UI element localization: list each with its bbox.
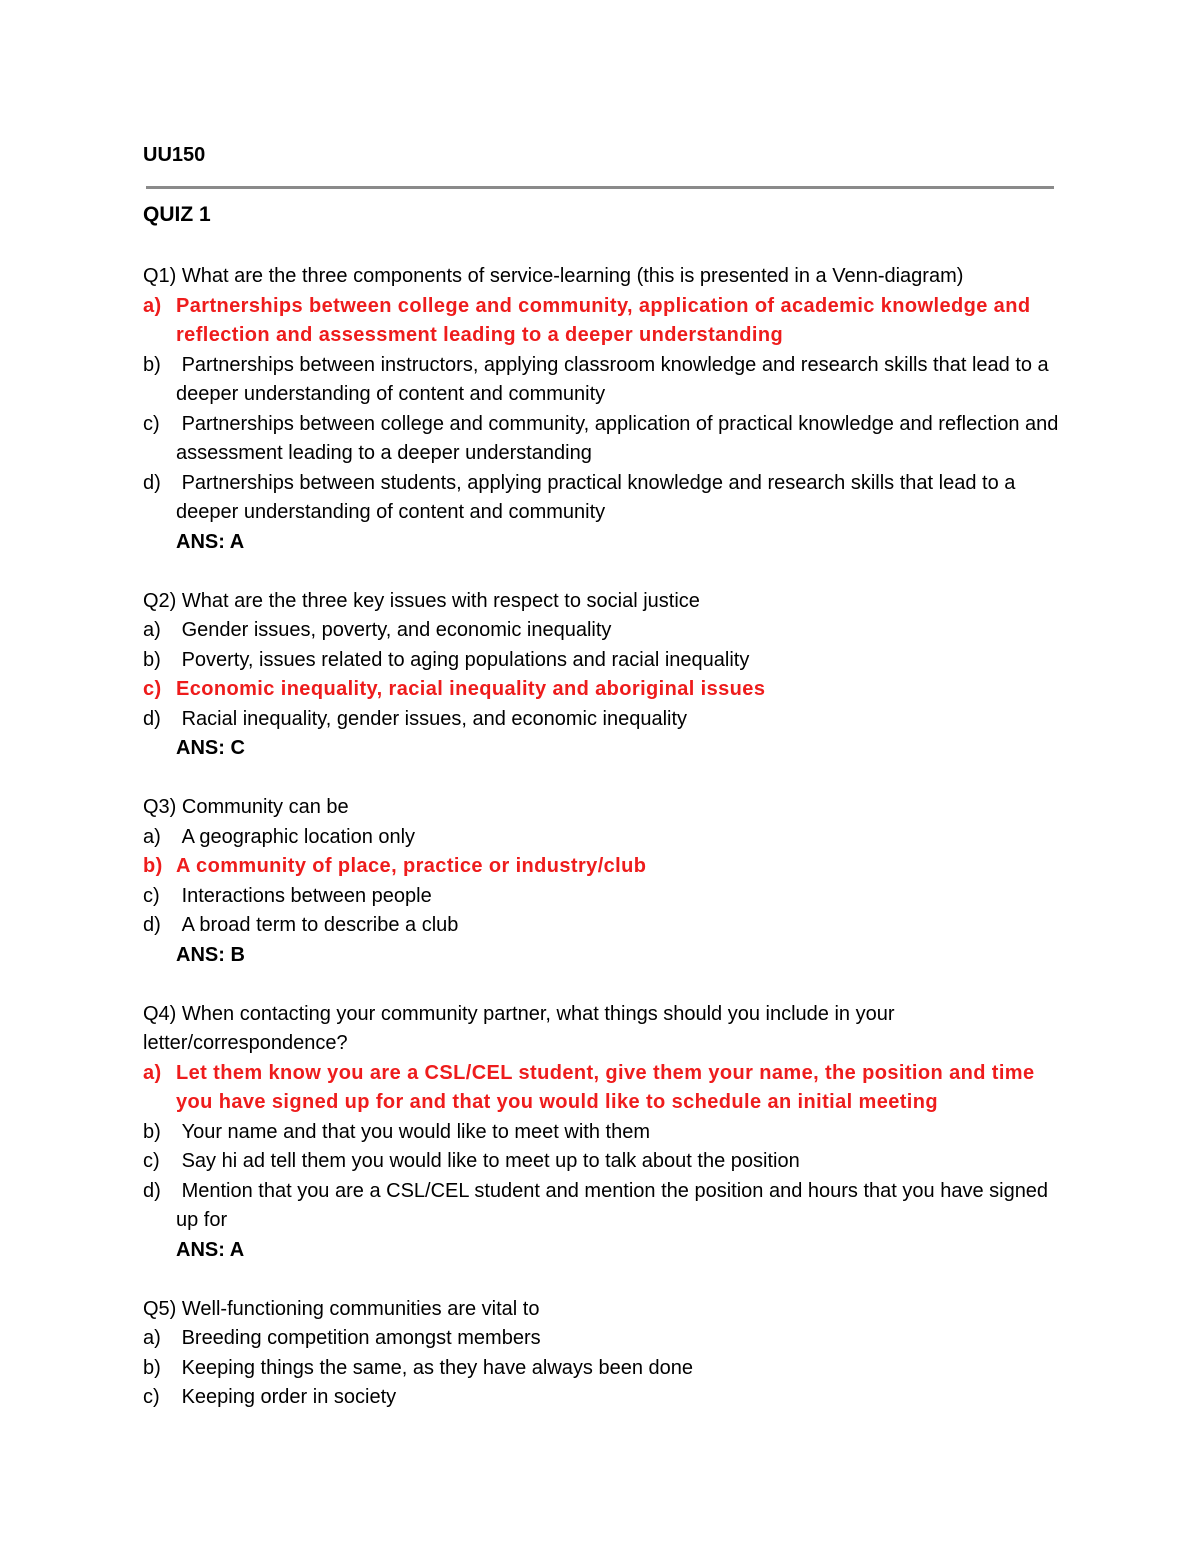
correct-option xyxy=(143,1059,1063,1118)
option-letter: a) xyxy=(143,825,161,848)
question-stem: Q1) What are the three components of service-learning (this is presented in a Venn-diagram) xyxy=(143,265,964,287)
option-letter: a) xyxy=(143,294,162,317)
option-letter: d) xyxy=(143,914,161,936)
answer-key: ANS: B xyxy=(176,943,245,966)
option-text: A broad term to describe a club xyxy=(181,914,459,936)
correct-option xyxy=(143,852,1063,882)
question-list xyxy=(143,262,1063,1442)
option-text: Say hi ad tell them you would like to meet up to talk about the position xyxy=(181,1150,800,1172)
option-letter: d) xyxy=(143,707,161,730)
option-text: Let them know you are a CSL/CEL student, give them your name, the position and time you have signed up for and that you would like to schedule an initial meeting xyxy=(176,1061,1035,1113)
option-letter: c) xyxy=(143,884,160,907)
answer-option xyxy=(143,1354,1063,1384)
answer-option xyxy=(143,1118,1063,1148)
option-letter: c) xyxy=(143,1386,160,1408)
header-divider xyxy=(146,186,1054,189)
option-text: A geographic location only xyxy=(181,825,416,848)
option-text: Interactions between people xyxy=(181,884,432,907)
answer-key: ANS: A xyxy=(176,530,245,553)
question-stem: Q4) When contacting your community partner, what things should you include in your letter/correspondence? xyxy=(143,1002,895,1054)
answer-option xyxy=(143,823,1063,853)
option-letter: d) xyxy=(143,471,161,494)
answer-option xyxy=(143,911,1063,941)
option-text: Partnerships between college and community, application of academic knowledge and reflection and assessment leading to a deeper understanding xyxy=(176,294,1031,346)
question-4 xyxy=(143,1000,1063,1266)
option-text: Breeding competition amongst members xyxy=(181,1327,541,1349)
option-text: Gender issues, poverty, and economic inequality xyxy=(181,619,612,641)
option-text: Your name and that you would like to meet with them xyxy=(181,1120,650,1143)
answer-option xyxy=(143,705,1063,735)
answer-option xyxy=(143,469,1063,528)
option-letter: a) xyxy=(143,1327,161,1349)
question-stem: Q5) Well-functioning communities are vital to xyxy=(143,1297,540,1320)
question-1 xyxy=(143,262,1063,557)
option-letter: a) xyxy=(143,1061,162,1084)
option-letter: b) xyxy=(143,353,161,376)
option-text: Partnerships between instructors, applying classroom knowledge and research skills that lead to a deeper understanding of content and community xyxy=(176,353,1049,405)
answer-key: ANS: C xyxy=(176,737,245,759)
option-letter: c) xyxy=(143,412,160,435)
option-text: A community of place, practice or industry/club xyxy=(176,855,647,877)
answer-key: ANS: A xyxy=(176,1238,245,1261)
option-text: Mention that you are a CSL/CEL student and mention the position and hours that you have signed up for xyxy=(176,1179,1049,1231)
option-text: Racial inequality, gender issues, and economic inequality xyxy=(181,707,688,730)
answer-option xyxy=(143,616,1063,646)
option-text: Keeping order in society xyxy=(181,1386,397,1408)
answer-option xyxy=(143,410,1063,469)
option-text: Keeping things the same, as they have always been done xyxy=(181,1356,694,1379)
option-letter: b) xyxy=(143,1356,161,1379)
option-text: Economic inequality, racial inequality and aboriginal issues xyxy=(176,678,766,700)
option-letter: b) xyxy=(143,855,163,877)
answer-option xyxy=(143,1177,1063,1236)
question-5 xyxy=(143,1295,1063,1413)
answer-option xyxy=(143,1147,1063,1177)
course-code: UU150 xyxy=(143,144,206,166)
question-stem: Q2) What are the three key issues with respect to social justice xyxy=(143,589,700,612)
question-stem: Q3) Community can be xyxy=(143,796,349,818)
option-text: Poverty, issues related to aging populations and racial inequality xyxy=(181,648,750,671)
option-text: Partnerships between college and community, application of practical knowledge and reflection and assessment leading to a deeper understanding xyxy=(176,412,1059,464)
quiz-title: QUIZ 1 xyxy=(143,203,211,226)
answer-option xyxy=(143,646,1063,676)
correct-option xyxy=(143,292,1063,351)
option-letter: a) xyxy=(143,619,161,641)
answer-option xyxy=(143,351,1063,410)
answer-option xyxy=(143,882,1063,912)
answer-option xyxy=(143,1324,1063,1354)
answer-option xyxy=(143,1383,1063,1413)
option-letter: d) xyxy=(143,1179,161,1202)
option-letter: b) xyxy=(143,1120,161,1143)
question-3 xyxy=(143,793,1063,970)
option-text: Partnerships between students, applying practical knowledge and research skills that lead to a deeper understanding of content and community xyxy=(176,471,1016,523)
option-letter: c) xyxy=(143,1150,160,1172)
question-2 xyxy=(143,587,1063,764)
option-letter: c) xyxy=(143,678,162,700)
correct-option xyxy=(143,675,1063,705)
option-letter: b) xyxy=(143,648,161,671)
